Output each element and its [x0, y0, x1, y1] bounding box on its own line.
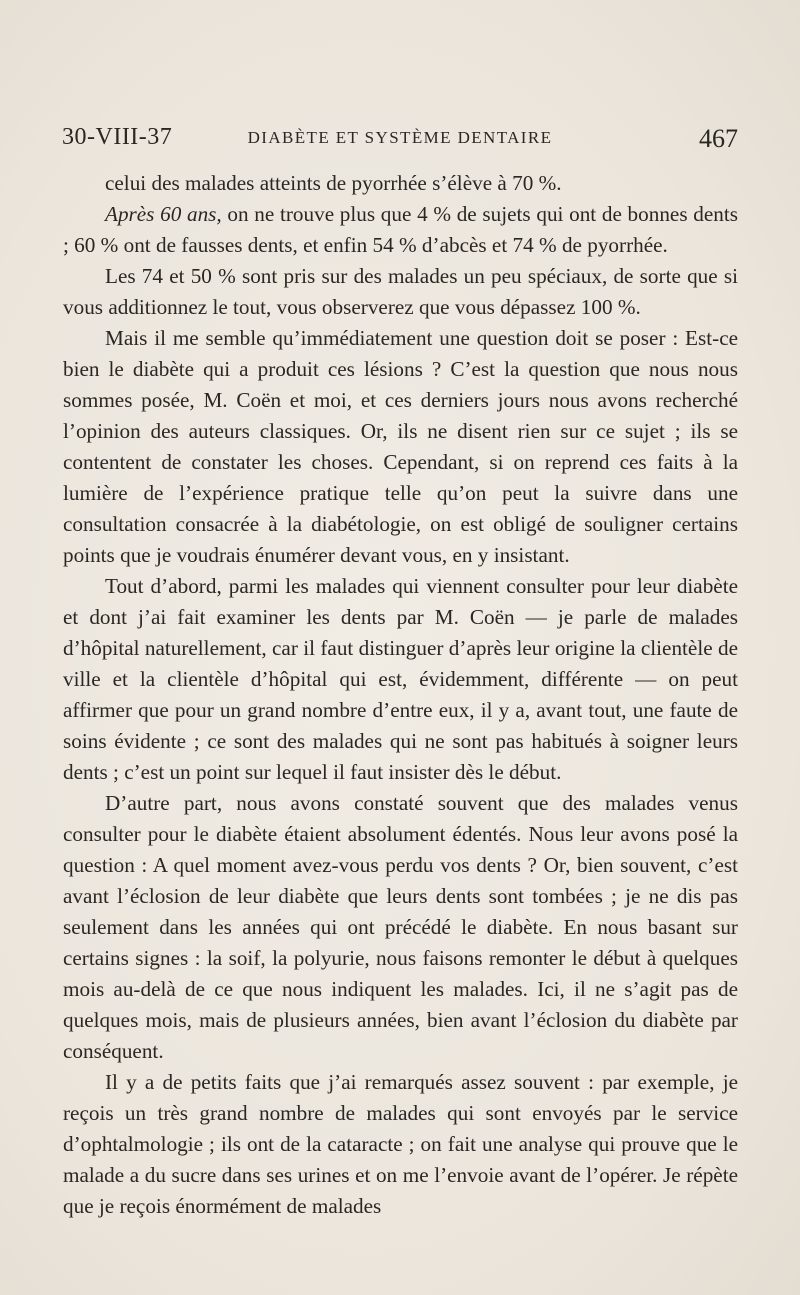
body-text [63, 168, 738, 1222]
paragraph [63, 168, 738, 199]
paragraph-text: on ne trouve plus que 4 % de sujets qui ont de bonnes dents ; 60 % ont de fausses dents, et enfin 54 % d’abcès et 74 % de pyorrhée. [63, 202, 738, 257]
paragraph [63, 199, 738, 261]
paragraph [63, 1067, 738, 1222]
page-number: 467 [699, 124, 738, 153]
header-date: 30-VIII-37 [62, 124, 173, 150]
paragraph-text: Tout d’abord, parmi les malades qui viennent consulter pour leur diabète et dont j’ai fait examiner les dents par M. Coën — je parle de malades d’hôpital naturellement, car il faut distinguer d’après leur origine la clientèle de ville et la clientèle d’hôpital qui est, évidemment, différente — on peut affirmer que pour un grand nombre d’entre eux, il y a, avant tout, une faute de soins évidente ; ce sont des malades qui ne sont pas habitués à soigner leurs dents ; c’est un point sur lequel il faut insister dès le début. [63, 574, 738, 784]
paragraph [63, 571, 738, 788]
paragraph-text: Il y a de petits faits que j’ai remarqués assez souvent : par exemple, je reçois un très grand nombre de malades qui sont envoyés par le service d’ophtalmologie ; ils ont de la cataracte ; on fait une analyse qui prouve que le malade a du sucre dans ses urines et on me l’envoie avant de l’opérer. Je répète que je reçois énormément de malades [63, 1070, 738, 1218]
paragraph [63, 323, 738, 571]
paragraph [63, 788, 738, 1067]
paragraph-text: celui des malades atteints de pyorrhée s’élève à 70 %. [105, 171, 562, 195]
paragraph-text: Mais il me semble qu’immédiatement une question doit se poser : Est-ce bien le diabète qui a produit ces lésions ? C’est la question que nous nous sommes posée, M. Coën et moi, et ces derniers jours nous avons recherché l’opinion des auteurs classiques. Or, ils ne disent rien sur ce sujet ; ils se contentent de constater les choses. Cependant, si on reprend ces faits à la lumière de l’expérience pratique telle qu’on peut la suivre dans une consultation consacrée à la diabétologie, on est obligé de souligner certains points que je voudrais énumérer devant vous, en y insistant. [63, 326, 738, 567]
paragraph-text: Les 74 et 50 % sont pris sur des malades un peu spéciaux, de sorte que si vous additionnez le tout, vous observerez que vous dépassez 100 %. [63, 264, 738, 319]
paragraph-text: D’autre part, nous avons constaté souvent que des malades venus consulter pour le diabète étaient absolument édentés. Nous leur avons posé la question : A quel moment avez-vous perdu vos dents ? Or, bien souvent, c’est avant l’éclosion de leur diabète que leurs dents sont tombées ; je ne dis pas seulement dans les années qui ont précédé le diabète. En nous basant sur certains signes : la soif, la polyurie, nous faisons remonter le début à quelques mois au-delà de ce que nous indiquent les malades. Ici, il ne s’agit pas de quelques mois, mais de plusieurs années, bien avant l’éclosion du diabète par conséquent. [63, 791, 738, 1063]
header-title: DIABÈTE ET SYSTÈME DENTAIRE [247, 128, 553, 147]
running-header [62, 120, 738, 160]
paragraph [63, 261, 738, 323]
paragraph-lead-italic: Après 60 ans, [105, 202, 222, 226]
